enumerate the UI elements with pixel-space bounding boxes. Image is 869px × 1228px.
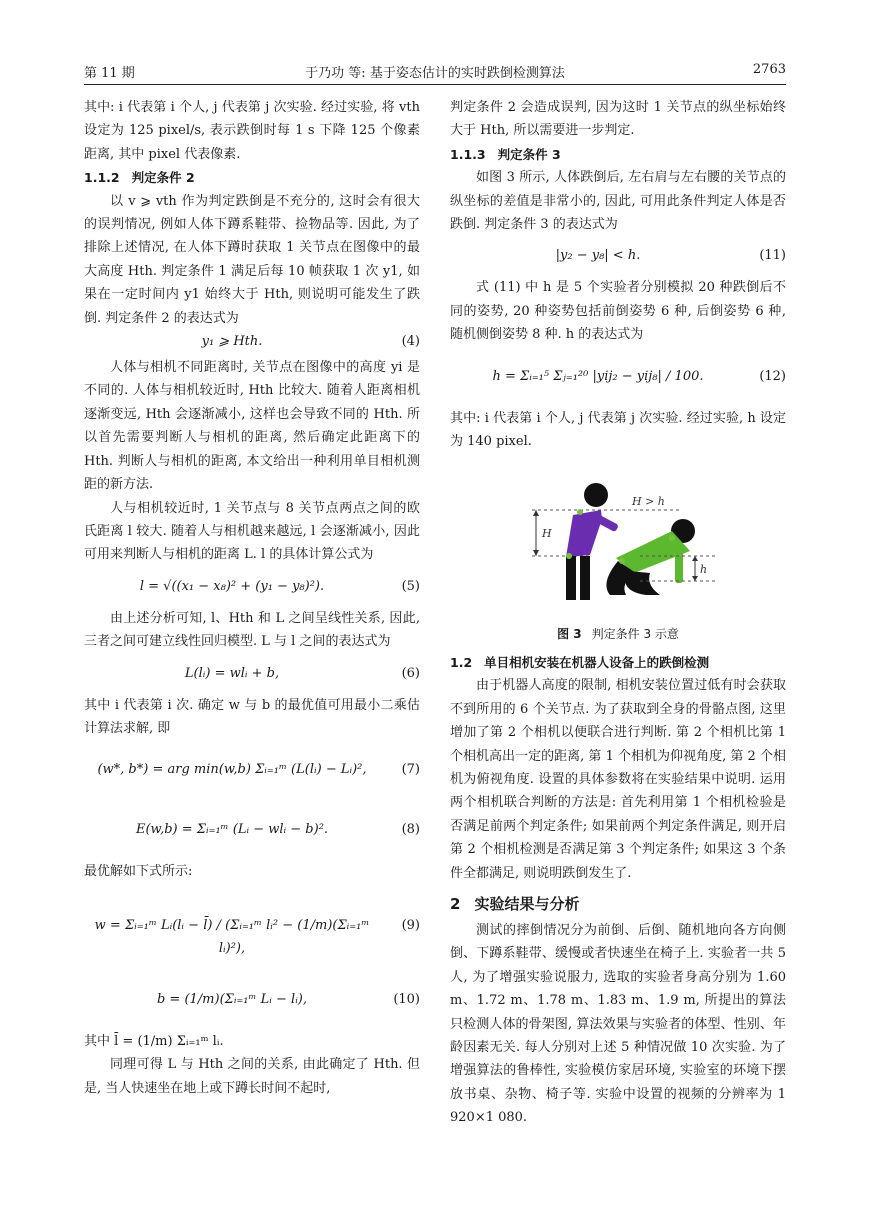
paragraph: 由上述分析可知, l、Hth 和 L 之间呈线性关系, 因此, 三者之间可建立线性回归模型. L 与 l 之间的表达式为	[84, 610, 420, 650]
equation-7	[84, 740, 420, 800]
paragraph: 人与相机较近时, 1 关节点与 8 关节点两点之间的欧氏距离 l 较大. 随着人与相机越来越远, l 会逐渐减小, 因此可用来判断人与相机的距离 L. l 的具体计算公式为	[84, 500, 420, 563]
section-heading-1-1-2	[84, 166, 420, 189]
section-title: 实验结果与分析	[474, 894, 580, 913]
section-number: 1.2	[450, 654, 473, 670]
paragraph: 式 (11) 中 h 是 5 个实验者分别模拟 20 种跌倒后不同的姿势, 20 种姿势包括前倒姿势 6 种, 后倒姿势 6 种, 随机侧倒姿势 8 种. h 的表达式为	[450, 280, 786, 343]
fall-condition-illustration	[450, 461, 786, 621]
paragraph: 其中 l̄ = (1/m) Σᵢ₌₁ᵐ lᵢ.	[84, 1033, 224, 1049]
equation-number: (7)	[401, 762, 420, 778]
issue-number: 第 11 期	[84, 66, 135, 81]
arrow-head	[533, 550, 539, 556]
running-title: 于乃功 等: 基于姿态估计的实时跌倒检测算法	[305, 66, 565, 81]
equation-6	[84, 654, 420, 694]
fallen-arm	[675, 547, 683, 583]
joint-dot	[669, 535, 675, 541]
paragraph: 如图 3 所示, 人体跌倒后, 左右肩与左右腰的关节点的纵坐标的差值是非常小的, 因此, 可用此条件判定人体是否跌倒. 判定条件 3 的表达式为	[450, 170, 786, 233]
paragraph: 由于机器人高度的限制, 相机安装位置过低有时会获取不到所用的 6 个关节点. 为了获取到全身的骨骼点图, 这里增加了第 2 个相机以便联合进行判断. 第 2 个相机比第 1 个相机高出一定的距离, 第 1 个相机为仰视角度, 第 2 个相机为俯视角度. 设置的具体参数将在实验结果中说明. 运用两个相机联合判断的方法是: 首先利用第 1 个相机检验是否满足前两个判定条件; 如果前两个判定条件满足, 则开启第 2 个相机检测是否满足第 3 个判定条件; 如果这 3 个条件全都满足, 则说明跌倒发生了.	[450, 678, 786, 881]
section-number: 2	[450, 894, 461, 913]
paragraph: 同理可得 L 与 Hth 之间的关系, 由此确定了 Hth. 但是, 当人快速坐在地上或下蹲长时间不起时,	[84, 1057, 420, 1096]
section-number: 1.1.3	[450, 146, 486, 162]
equation-body: h = Σᵢ₌₁⁵ Σⱼ₌₁²⁰ |yij₂ − yij₈| / 100.	[492, 368, 704, 384]
equation-number: (5)	[401, 578, 420, 594]
section-heading-1-1-3	[450, 143, 786, 166]
equation-body: l = √((x₁ − x₈)² + (y₁ − y₈)²).	[139, 578, 325, 594]
equation-number: (8)	[401, 822, 420, 838]
section-title: 单目相机安装在机器人设备上的跌倒检测	[484, 654, 710, 670]
paragraph: 以 v ⩾ vth 作为判定跌倒是不充分的, 这时会有很大的误判情况, 例如人体下蹲系鞋带、捡物品等. 因此, 为了排除上述情况, 在人体下蹲时获取 1 关节点在图像中的最大高度 Hth. 判定条件 1 满足后每 10 帧获取 1 次 y1, 如果在一定时间内 y1 始终大于 Hth, 则说明可能发生了跌倒. 判定条件 2 的表达式为	[84, 193, 420, 326]
section-heading-2	[450, 891, 786, 917]
paragraph: 其中: i 代表第 i 个人, j 代表第 j 次实验. 经过实验, h 设定为 140 pixel.	[450, 410, 786, 450]
standing-leg	[580, 556, 590, 600]
page-number: 2763	[752, 62, 786, 77]
standing-head	[584, 483, 608, 507]
equation-4	[84, 330, 420, 356]
equation-9	[84, 884, 420, 970]
paragraph: 判定条件 2 会造成误判, 因为这时 1 关节点的纵坐标始终大于 Hth, 所以需要进一步判定.	[450, 100, 786, 139]
standing-leg	[566, 556, 576, 600]
paragraph: 其中: i 代表第 i 个人, j 代表第 j 次实验. 经过实验, 将 vth 设定为 125 pixel/s, 表示跌倒时每 1 s 下降 125 个像素距离, 其中 pixel 代表像素.	[84, 100, 420, 162]
arrow-head	[533, 510, 539, 516]
joint-dot	[619, 558, 625, 564]
section-title: 判定条件 3	[497, 146, 561, 162]
fallen-leg	[625, 571, 660, 595]
equation-number: (12)	[759, 368, 786, 384]
joint-dot	[566, 553, 572, 559]
equation-11	[450, 236, 786, 276]
equation-body: w = Σᵢ₌₁ᵐ Lᵢ(lᵢ − l̄) / (Σᵢ₌₁ᵐ lᵢ² − (1/m)(Σᵢ₌₁ᵐ lᵢ)²),	[94, 917, 370, 957]
equation-body: (w*, b*) = arg min(w,b) Σᵢ₌₁ᵐ (L(lᵢ) − Lᵢ)²,	[97, 762, 367, 778]
equation-5	[84, 567, 420, 607]
equation-number: (11)	[759, 248, 786, 264]
paragraph: 最优解如下式所示:	[84, 864, 193, 880]
arrow-head	[692, 556, 698, 561]
equation-body: L(lᵢ) = wlᵢ + b,	[184, 665, 280, 681]
section-number: 1.1.2	[84, 170, 120, 186]
equation-number: (9)	[401, 917, 420, 933]
figure-caption	[450, 623, 786, 646]
equation-8	[84, 800, 420, 860]
right-column	[450, 96, 786, 1130]
equation-body: b = (1/m)(Σᵢ₌₁ᵐ Lᵢ − lᵢ),	[156, 991, 308, 1007]
paragraph: 测试的摔倒情况分为前倒、后倒、随机地向各方向侧倒、下蹲系鞋带、缓慢或者快速坐在椅子上. 实验者一共 5 人, 为了增强实验说服力, 选取的实验者身高分别为 1.60 m、1.72 m、1.78 m、1.83 m、1.9 m, 所提出的算法只检测人体的骨架图, 算法效果与实验者的体型、性别、年龄因素无关. 每人分别对上述 5 种情况做 10 次实验. 为了增强算法的鲁棒性, 实验模仿家居环境, 实验室的环境下摆放书桌、杂物、椅子等. 实验中设置的视频的分辨率为 1 920×1 080.	[450, 922, 786, 1126]
equation-body: E(w,b) = Σᵢ₌₁ᵐ (Lᵢ − wlᵢ − b)².	[135, 822, 329, 838]
section-heading-1-2	[450, 651, 786, 674]
figure-label: 图 3	[557, 627, 582, 642]
figure-3	[450, 461, 786, 621]
left-column	[84, 96, 420, 1100]
section-title: 判定条件 2	[131, 170, 195, 186]
equation-body: |y₂ − y₈| < h.	[555, 248, 641, 264]
paragraph: 人体与相机不同距离时, 关节点在图像中的高度 yi 是不同的. 人体与相机较近时, Hth 比较大. 随着人距离相机逐渐变远, Hth 会逐渐减小, 这样也会导致不同的 Hth. 所以首先需要判断人与相机的距离, 然后确定此距离下的 Hth. 判断人与相机的距离, 本文给出一种利用单目相机测距的新方法.	[84, 360, 420, 493]
equation-10	[84, 970, 420, 1030]
joint-dot	[577, 509, 583, 515]
equation-12	[450, 347, 786, 407]
equation-number: (10)	[393, 991, 420, 1007]
label-h: h	[700, 563, 708, 577]
equation-number: (6)	[401, 665, 420, 681]
label-H-gt-h: H > h	[632, 495, 665, 509]
running-header	[84, 58, 786, 85]
figure-caption-text: 判定条件 3 示意	[591, 627, 679, 642]
paragraph: 其中 i 代表第 i 次. 确定 w 与 b 的最优值可用最小二乘估计算法求解, 即	[84, 697, 420, 736]
equation-number: (4)	[401, 334, 420, 350]
equation-body: y₁ ⩾ Hth.	[201, 334, 263, 350]
arrow-head	[692, 576, 698, 581]
label-H: H	[542, 527, 552, 541]
